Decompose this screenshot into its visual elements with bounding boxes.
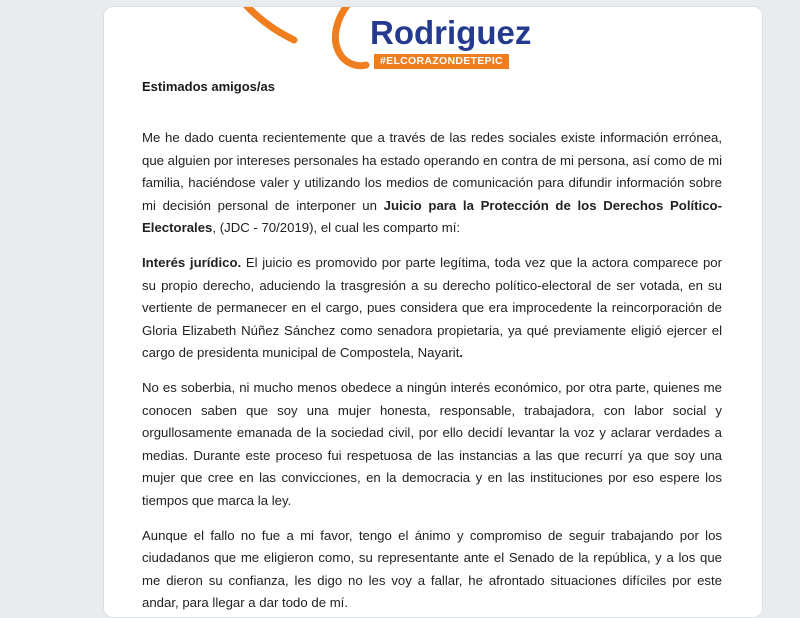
paragraph-2 bbox=[142, 252, 722, 365]
paragraph-2-end: . bbox=[459, 345, 464, 361]
paragraph-1 bbox=[142, 127, 722, 240]
paragraph-3: No es soberbia, ni mucho menos obedece a ningún interés económico, por otra parte, quienes me conocen saben que soy una mujer honesta, responsable, trabajadora, con labor social y orgullosamente emanada de la sociedad civil, por ello decidí levantar la voz y aclarar verdades a medias. Durante este proceso fui respetuosa de las instancias a las que recurrí ya que soy una mujer que cree en las convicciones, en la democracia y en las instituciones por eso espere los tiempos que marca la ley. bbox=[142, 379, 722, 508]
letter-page bbox=[103, 6, 763, 618]
letter-body bbox=[142, 127, 722, 618]
paragraph-1-text: Me he dado cuenta recientemente que a través de las redes sociales existe información errónea, que alguien por intereses personales ha estado operando en contra de mi persona, así como de mi familia, haciéndose valer y utilizando los medios de comunicación para difundir información sobre mi decisión personal de interponer un bbox=[142, 130, 722, 213]
swoosh-logo-icon bbox=[104, 6, 404, 85]
paragraph-1-bold: Juicio para la Protección de los Derechos Político-Electorales bbox=[142, 197, 722, 236]
logo-hashtag: #ELCORAZONDETEPIC bbox=[374, 54, 509, 69]
paragraph-4: Aunque el fallo no fue a mi favor, tengo el ánimo y compromiso de seguir trabajando por los ciudadanos que me eligieron como, su representante ante el Senado de la república, y a los que me dieron su confianza, les digo no les voy a fallar, he afrontado situaciones difíciles por este andar, para llegar a dar todo de mí. bbox=[142, 527, 722, 611]
paragraph-1-tail: , (JDC - 70/2019), el cual les comparto mí: bbox=[212, 220, 461, 236]
letter-greeting: Estimados amigos/as bbox=[142, 79, 275, 94]
logo bbox=[104, 7, 762, 77]
paragraph-2-text: El juicio es promovido por parte legítima, toda vez que la actora comparece por su propio derecho, aduciendo la trasgresión a su derecho político-electoral de ser votada, en su vertiente de permanecer en el cargo, pues considera que era improcedente la reincorporación de Gloria Elizabeth Núñez Sánchez como senadora propietaria, ya qué previamente eligió ejercer el cargo de presidenta municipal de Compostela, Nayarit bbox=[142, 254, 723, 361]
paragraph-2-bold: Interés jurídico. bbox=[142, 254, 242, 270]
logo-name: Rodriguez bbox=[370, 14, 532, 51]
